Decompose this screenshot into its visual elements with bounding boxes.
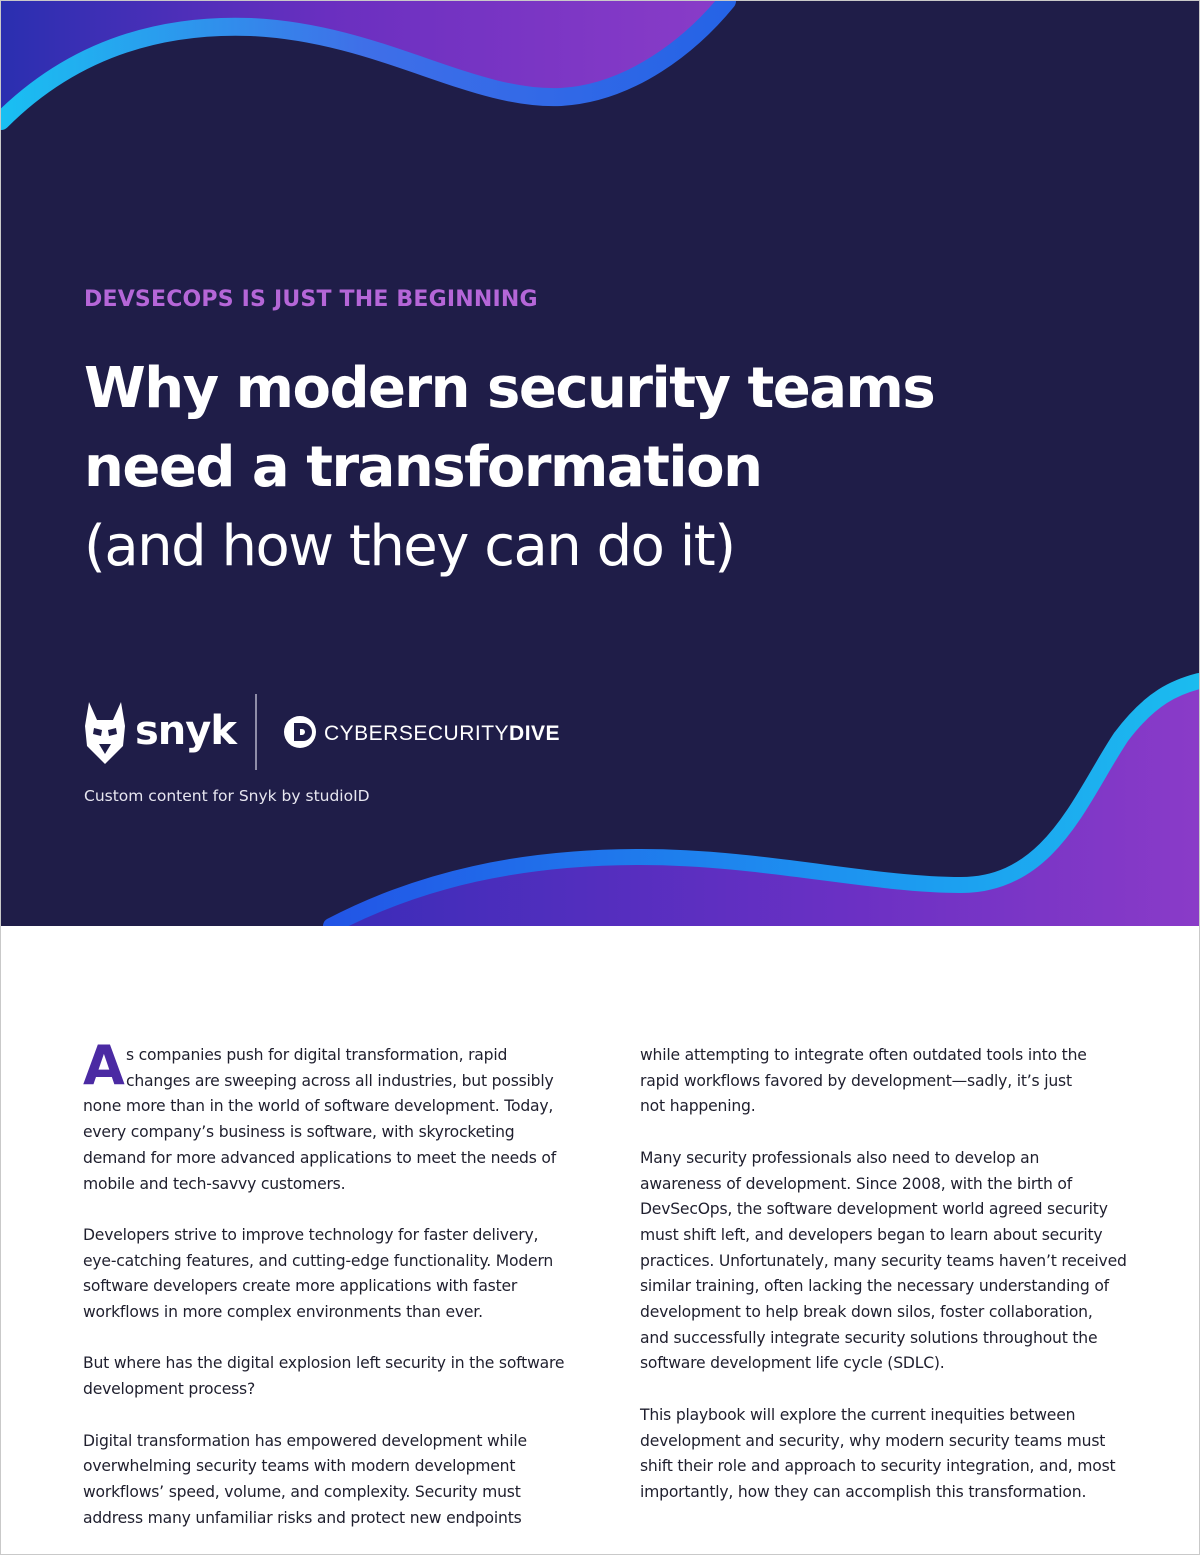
title-line-1: Why modern security teams bbox=[84, 356, 935, 421]
article-right-column bbox=[640, 1043, 1127, 1531]
text-line: not happening. bbox=[640, 1097, 756, 1116]
paragraph bbox=[640, 1043, 1110, 1120]
cover-hero bbox=[1, 1, 1199, 926]
text-line: Developers strive to improve technology for faster delivery, bbox=[83, 1225, 539, 1244]
text-line: software developers create more applications with faster bbox=[83, 1277, 518, 1296]
paragraph bbox=[83, 1034, 558, 1197]
page-title bbox=[84, 349, 1044, 586]
text-line: Digital transformation has empowered development while bbox=[83, 1431, 527, 1450]
text-line: changes are sweeping across all industries, but possibly bbox=[126, 1071, 554, 1090]
drop-cap: A bbox=[83, 1034, 125, 1097]
cybersecurity-dive-wordmark bbox=[324, 722, 560, 746]
text-line: But where has the digital explosion left security in the software bbox=[83, 1354, 565, 1373]
article-left-column bbox=[83, 1034, 565, 1557]
snyk-wordmark: snyk bbox=[135, 708, 236, 754]
text-line: importantly, how they can accomplish this transformation. bbox=[640, 1482, 1087, 1501]
text-line: overwhelming security teams with modern development bbox=[83, 1457, 516, 1476]
text-line: demand for more advanced applications to meet the needs of bbox=[83, 1148, 557, 1167]
text-line: This playbook will explore the current inequities between bbox=[640, 1405, 1076, 1424]
logo-divider bbox=[255, 694, 257, 770]
kicker-label: DEVSECOPS IS JUST THE BEGINNING bbox=[84, 287, 538, 312]
text-line: workflows in more complex environments than ever. bbox=[83, 1303, 483, 1322]
text-line: workflows’ speed, volume, and complexity. Security must bbox=[83, 1482, 521, 1501]
wordmark-dive: DIVE bbox=[509, 722, 561, 745]
text-line: development to help break down silos, foster collaboration, bbox=[640, 1303, 1093, 1322]
cybersecurity-dive-logo-icon bbox=[283, 715, 317, 749]
text-line: rapid workflows favored by development—sadly, it’s just bbox=[640, 1071, 1072, 1090]
text-line: development process? bbox=[83, 1380, 256, 1399]
paragraph bbox=[83, 1351, 565, 1402]
sponsor-credit: Custom content for Snyk by studioID bbox=[84, 787, 370, 805]
paragraph bbox=[83, 1223, 558, 1326]
text-line: DevSecOps, the software development world agreed security bbox=[640, 1200, 1108, 1219]
title-line-2: need a transformation bbox=[84, 435, 762, 500]
paragraph bbox=[640, 1403, 1116, 1506]
paragraph bbox=[640, 1146, 1127, 1377]
text-line: development and security, why modern security teams must bbox=[640, 1431, 1106, 1450]
text-line: shift their role and approach to security integration, and, most bbox=[640, 1457, 1116, 1476]
text-line: eye-catching features, and cutting-edge functionality. Modern bbox=[83, 1251, 554, 1270]
text-line: software development life cycle (SDLC). bbox=[640, 1354, 945, 1373]
text-line: must shift left, and developers began to learn about security bbox=[640, 1225, 1103, 1244]
text-line: Many security professionals also need to develop an bbox=[640, 1148, 1040, 1167]
wordmark-cybersecurity: CYBERSECURITY bbox=[324, 722, 510, 745]
title-line-3: (and how they can do it) bbox=[84, 514, 735, 579]
text-line: practices. Unfortunately, many security teams haven’t received bbox=[640, 1251, 1127, 1270]
text-line: while attempting to integrate often outdated tools into the bbox=[640, 1046, 1087, 1064]
text-line: and successfully integrate security solutions throughout the bbox=[640, 1328, 1098, 1347]
text-line: s companies push for digital transformation, rapid bbox=[126, 1046, 508, 1064]
text-line: every company’s business is software, with skyrocketing bbox=[83, 1123, 515, 1142]
snyk-dog-logo-icon bbox=[83, 700, 127, 766]
text-line: awareness of development. Since 2008, with the birth of bbox=[640, 1174, 1073, 1193]
paragraph bbox=[83, 1429, 558, 1532]
text-line: none more than in the world of software development. Today, bbox=[83, 1097, 554, 1116]
text-line: address many unfamiliar risks and protect new endpoints bbox=[83, 1508, 522, 1527]
text-line: mobile and tech-savvy customers. bbox=[83, 1174, 346, 1193]
text-line: similar training, often lacking the necessary understanding of bbox=[640, 1277, 1109, 1296]
